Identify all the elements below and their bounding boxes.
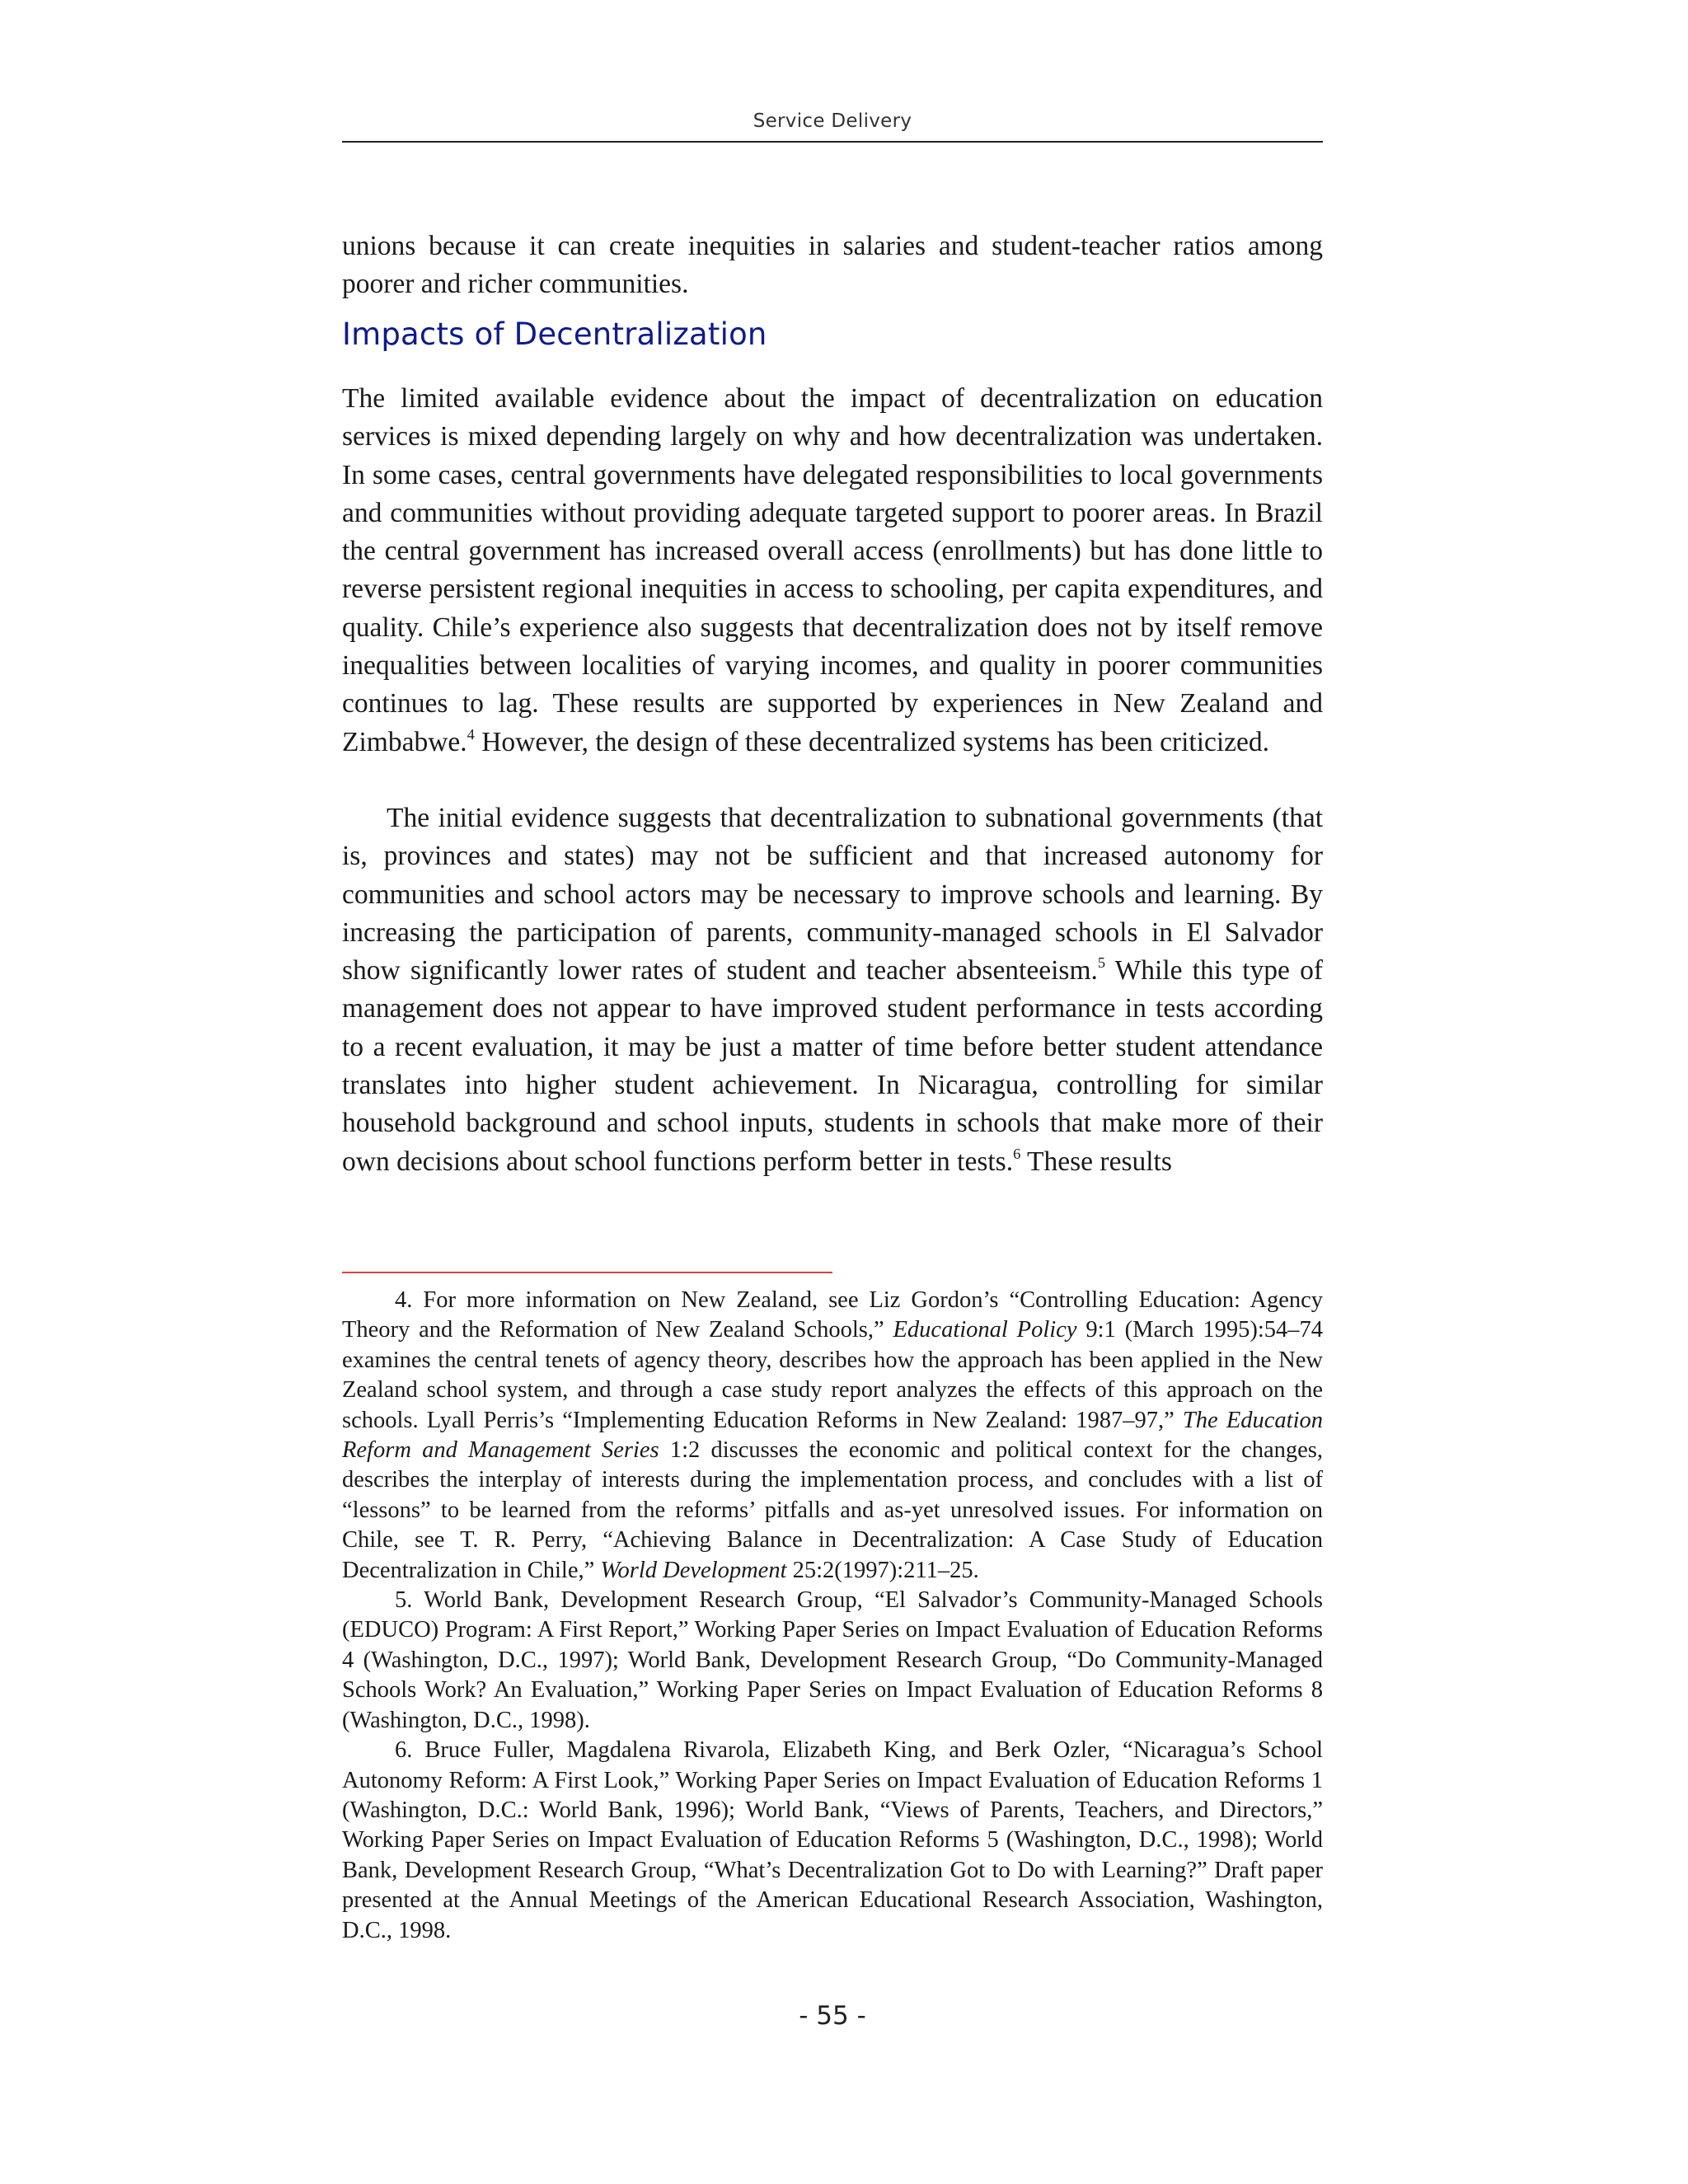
footnote-text: 1:2 discusses the economic and political context for the changes, describes the interplay of interests during the implementation process, and concludes with a list of “lessons” to be learned from the reforms’ pitfalls and as-yet unresolved issues. For information on Chile, see T. R. Perry, “Achieving Balance in Decentralization: A Case Study of Education Decentralization in Chile,”	[342, 1437, 1324, 1583]
footnote-text: 25:2(1997):211–25.	[786, 1557, 979, 1583]
series-title: The Education Reform and Management Series	[342, 1407, 1323, 1464]
paragraph-text: While this type of management does not appear to have improved student performance in tests according to a recent evaluation, it may be just a matter of time before better student attendance translates into higher student achievement. In Nicaragua, controlling for similar household background and school inputs, students in schools that make more of their own decisions about school functions perform better in tests.	[342, 955, 1323, 1177]
section-heading: Impacts of Decentralization	[342, 316, 767, 352]
footnote-text: 4. For more information on New Zealand, see Liz Gordon’s “Controlling Education: Agency Theory and the Reformation of New Zealand Schools,”	[342, 1287, 1323, 1343]
paragraph-impacts-2	[342, 799, 1323, 1181]
footnote-4	[342, 1286, 1323, 1586]
paragraph-text: The limited available evidence about the impact of decentralization on education services is mixed depending largely on why and how decentralization was undertaken. In some cases, central governments have delegated responsibilities to local governments and communities without providing adequate targeted support to poorer areas. In Brazil the central government has increased overall access (enrollments) but has done little to reverse persistent regional inequities in access to schooling, per capita expenditures, and quality. Chile’s experience also suggests that decentralization does not by itself remove inequalities between localities of varying incomes, and quality in poorer communities continues to lag. These results are supported by experiences in New Zealand and Zimbabwe.	[342, 383, 1323, 757]
intro-paragraph: unions because it can create inequities in salaries and student-teacher ratios among poorer and richer communities.	[342, 231, 1323, 300]
footnote-text: 9:1 (March 1995):54–74 examines the central tenets of agency theory, describes how the approach has been applied in the New Zealand school system, and through a case study report analyzes the effects of this approach on the schools. Lyall Perris’s “Implementing Education Reforms in New Zealand: 1987–97,”	[342, 1317, 1323, 1433]
footnotes	[342, 1286, 1323, 1946]
footnote-ref-6: 6	[1013, 1145, 1021, 1162]
footnote-6: 6. Bruce Fuller, Magdalena Rivarola, Elizabeth King, and Berk Ozler, “Nicaragua’s School Autonomy Reform: A First Look,” Working Paper Series on Impact Evaluation of Education Reforms 1 (Washington, D.C.: World Bank, 1996); World Bank, “Views of Parents, Teachers, and Directors,” Working Paper Series on Impact Evaluation of Education Reforms 5 (Washington, D.C., 1998); World Bank, Development Research Group, “What’s Decentralization Got to Do with Learning?” Draft paper presented at the Annual Meetings of the American Educational Research Association, Washington, D.C., 1998.	[342, 1737, 1323, 1943]
page-number: - 55 -	[799, 2001, 866, 2031]
paragraph-text: However, the design of these decentralized systems has been criticized.	[474, 726, 1270, 757]
header-rule	[342, 141, 1323, 143]
paragraph-impacts-1	[342, 380, 1323, 762]
footnote-ref-4: 4	[467, 725, 475, 743]
footnote-5: 5. World Bank, Development Research Group, “El Salvador’s Community-Managed Schools (EDUCO) Program: A First Report,” Working Paper Series on Impact Evaluation of Education Reforms 4 (Washington, D.C., 1997); World Bank, Development Research Group, “Do Community-Managed Schools Work? An Evaluation,” Working Paper Series on Impact Evaluation of Education Reforms 8 (Washington, D.C., 1998).	[342, 1587, 1323, 1733]
paragraph-text: These results	[1020, 1146, 1172, 1177]
paragraph-text: The initial evidence suggests that decentralization to subnational governments (that is, provinces and states) may not be sufficient and that increased autonomy for communities and school actors may be necessary to improve schools and learning. By increasing the participation of parents, community-managed schools in El Salvador show significantly lower rates of student and teacher absenteeism.	[342, 803, 1323, 987]
running-header: Service Delivery	[753, 110, 912, 132]
footnote-rule	[342, 1272, 832, 1273]
journal-title: Educational Policy	[893, 1317, 1077, 1343]
footnote-ref-5: 5	[1097, 954, 1106, 972]
journal-title: World Development	[600, 1557, 787, 1583]
